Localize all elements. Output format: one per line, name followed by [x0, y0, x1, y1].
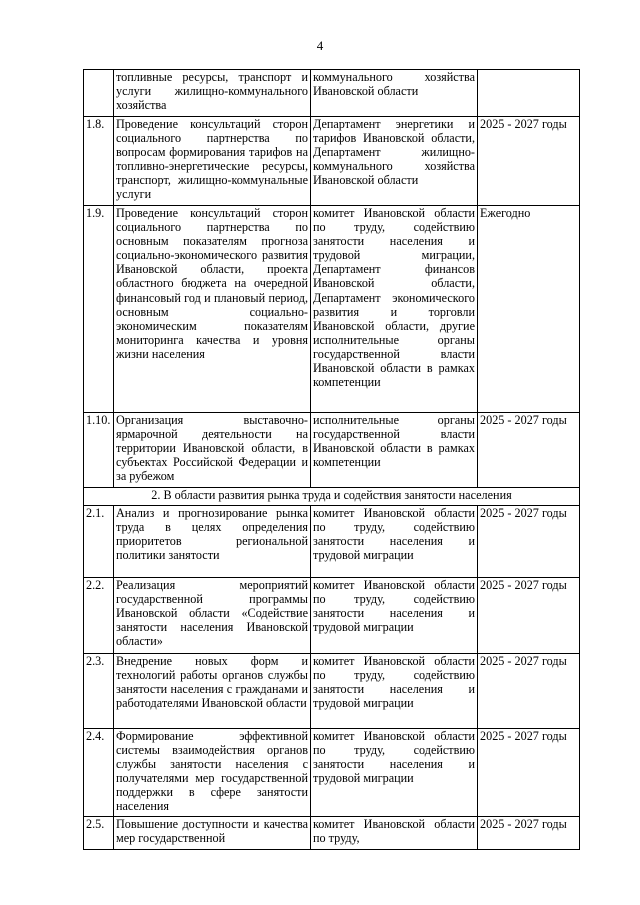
term-cell: 2025 - 2027 годы	[478, 817, 580, 850]
activity-cell: Повышение доступности и качества мер государственной	[114, 817, 311, 850]
activity-cell: Организация выставочно-ярмарочной деятельности на территории Ивановской области, в субъектах Российской Федерации и за рубежом	[114, 413, 311, 488]
table-row	[84, 413, 580, 488]
section-title: 2. В области развития рынка труда и содействия занятости населения	[84, 488, 580, 506]
row-number: 1.9.	[84, 206, 114, 413]
term-cell: 2025 - 2027 годы	[478, 117, 580, 206]
table-row	[84, 506, 580, 578]
responsible-cell: коммунального хозяйства Ивановской области	[311, 70, 478, 117]
table-row	[84, 654, 580, 729]
term-cell: 2025 - 2027 годы	[478, 578, 580, 654]
row-number: 1.8.	[84, 117, 114, 206]
table-row	[84, 117, 580, 206]
row-number: 2.5.	[84, 817, 114, 850]
activity-cell: Внедрение новых форм и технологий работы органов службы занятости населения с гражданами и работодателями Ивановской области	[114, 654, 311, 729]
term-cell: 2025 - 2027 годы	[478, 654, 580, 729]
activity-cell: Формирование эффективной системы взаимодействия органов службы занятости населения с получателями мер государственной поддержки в сфере занятости населения	[114, 729, 311, 817]
row-number: 2.1.	[84, 506, 114, 578]
row-number: 2.4.	[84, 729, 114, 817]
term-cell: Ежегодно	[478, 206, 580, 413]
responsible-cell: комитет Ивановской области по труду, содействию занятости населения и трудовой миграции	[311, 578, 478, 654]
table-row	[84, 206, 580, 413]
activity-cell: Реализация мероприятий государственной программы Ивановской области «Содействие занятости населения Ивановской области»	[114, 578, 311, 654]
responsible-cell: Департамент энергетики и тарифов Ивановской области, Департамент жилищно-коммунального хозяйства Ивановской области	[311, 117, 478, 206]
responsible-cell: комитет Ивановской области по труду, содействию занятости населения и трудовой миграции	[311, 654, 478, 729]
row-number: 2.2.	[84, 578, 114, 654]
responsible-cell: комитет Ивановской области по труду,	[311, 817, 478, 850]
table-row	[84, 817, 580, 850]
responsible-cell: комитет Ивановской области по труду, содействию занятости населения и трудовой миграции	[311, 729, 478, 817]
row-number: 2.3.	[84, 654, 114, 729]
term-cell	[478, 70, 580, 117]
activity-cell: Проведение консультаций сторон социального партнерства по вопросам формирования тарифов на топливно-энергетические ресурсы, транспорт, жилищно-коммунальные услуги	[114, 117, 311, 206]
term-cell: 2025 - 2027 годы	[478, 413, 580, 488]
term-cell: 2025 - 2027 годы	[478, 506, 580, 578]
measures-table	[83, 69, 580, 850]
responsible-cell: комитет Ивановской области по труду, содействию занятости населения и трудовой миграции	[311, 506, 478, 578]
table-row	[84, 70, 580, 117]
activity-cell: топливные ресурсы, транспорт и услуги жилищно-коммунального хозяйства	[114, 70, 311, 117]
row-number: 1.10.	[84, 413, 114, 488]
responsible-cell: исполнительные органы государственной власти Ивановской области в рамках компетенции	[311, 413, 478, 488]
page-number: 4	[316, 38, 324, 53]
row-number	[84, 70, 114, 117]
section-row	[84, 488, 580, 506]
activity-cell: Анализ и прогнозирование рынка труда в целях определения приоритетов региональной политики занятости	[114, 506, 311, 578]
activity-cell: Проведение консультаций сторон социального партнерства по основным показателям прогноза социально-экономического развития Ивановской области, проекта областного бюджета на очередной финансовый год и плановый период, основным социально-экономическим показателям мониторинга качества и уровня жизни населения	[114, 206, 311, 413]
table-row	[84, 578, 580, 654]
responsible-cell: комитет Ивановской области по труду, содействию занятости населения и трудовой миграции, Департамент финансов Ивановской области, Департамент экономического развития и торговли Ивановской области, другие исполнительные органы государственной власти Ивановской области в рамках компетенции	[311, 206, 478, 413]
term-cell: 2025 - 2027 годы	[478, 729, 580, 817]
table-row	[84, 729, 580, 817]
